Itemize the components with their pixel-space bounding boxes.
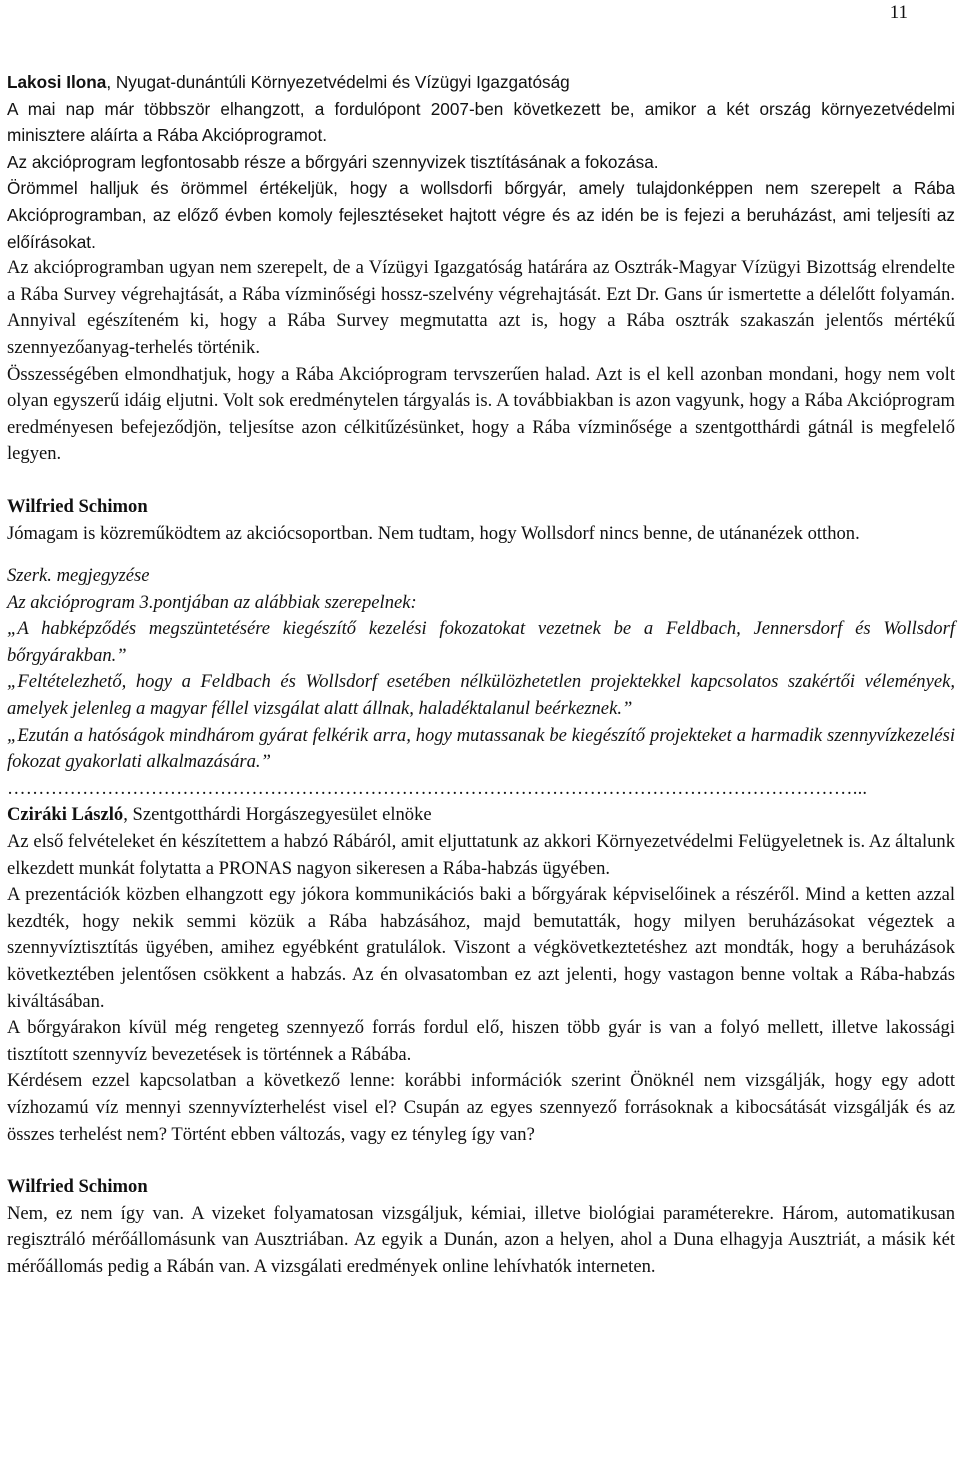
paragraph: Örömmel halljuk és örömmel értékeljük, hogy a wollsdorfi bőrgyár, amely tulajdonképpen nem szerepelt a Rába Akcióprogramban, az előző évben komoly fejlesztéseket hajtott végre és az idén be is fejezi a beruházást, ami teljesíti az előírásokat. <box>7 178 955 252</box>
speaker-name: Wilfried Schimon <box>7 495 148 517</box>
editor-note-quote: „A habképződés megszüntetésére kiegészítő kezelési fokozatokat vezetnek be a Feldbach, Jennersdorf és Wollsdorf bőrgyárakban.” <box>7 618 955 666</box>
speaker-line <box>7 802 955 829</box>
spacer <box>7 547 955 563</box>
section-editor-note <box>7 563 955 802</box>
speaker-name: Lakosi Ilona <box>7 72 107 92</box>
section-schimon-1 <box>7 494 955 547</box>
separator-dots: ………………………………………………………………………………………………………………………... <box>7 777 868 799</box>
section-lakosi <box>7 69 955 468</box>
paragraph: A mai nap már többször elhangzott, a fordulópont 2007-ben következett be, amikor a két ország környezetvédelmi minisztere aláírta a Rába Akcióprogramot. <box>7 98 955 146</box>
paragraph: Kérdésem ezzel kapcsolatban a következő lenne: korábbi információk szerint Önöknél nem vizsgálják, hogy egy adott vízhozamú víz mennyi szennyvízterhelést visel el? Csupán az egyes szennyező forrásoknak a kibocsátását vizsgálják és az összes terhelést nem? Történt ebben változás, vagy ez tényleg így van? <box>7 1070 955 1145</box>
page-number: 11 <box>889 2 908 23</box>
spacer <box>7 1148 955 1174</box>
paragraph: A prezentációk közben elhangzott egy jókora kommunikációs baki a bőrgyárak képviselőinek a részéről. Mind a ketten azzal kezdték, hogy nekik semmi közük a Rába habzásához, majd bemutatták, hogy milyen beruházásokat végeztek a szennyvíztisztítás ügyében, amihez egyébként gratulálok. Viszont a végkövetkeztetéshez azt mondták, hogy a beruházások következtében jelentősen csökkent a habzás. Az én olvasatomban ez azt jelenti, hogy vastagon benne voltak a Rába-habzás kiváltásában. <box>7 884 955 1012</box>
editor-note-quote: „Ezután a hatóságok mindhárom gyárat felkérik arra, hogy mutassanak be kiegészítő projekteket a harmadik szennyvízkezelési fokozat gyakorlati alkalmazására.” <box>7 724 955 773</box>
section-cziraki <box>7 802 955 1148</box>
spacer <box>7 468 955 494</box>
speaker-name: Cziráki László <box>7 804 124 826</box>
document-body <box>7 69 955 1281</box>
speaker-affiliation: , Szentgotthárdi Horgászegyesület elnöke <box>123 804 432 826</box>
paragraph: Nem, ez nem így van. A vizeket folyamatosan vizsgáljuk, kémiai, illetve biológiai paraméterekre. Három, automatikusan regisztráló mérőállomásunk van Ausztriában. Az egyik a Dunán, azon a helyen, ahol a Duna elhagyja Ausztriát, a másik két mérőállomás pedig a Rábán van. A vizsgálati eredmények online lehívhatók interneten. <box>7 1202 955 1277</box>
speaker-name: Wilfried Schimon <box>7 1176 148 1198</box>
editor-note-intro: Az akcióprogram 3.pontjában az alábbiak szerepelnek: <box>7 591 417 613</box>
paragraph: Jómagam is közreműködtem az akciócsoportban. Nem tudtam, hogy Wollsdorf nincs benne, de utánanézek otthon. <box>7 522 860 544</box>
paragraph: Az akcióprogramban ugyan nem szerepelt, de a Vízügyi Igazgatóság határára az Osztrák-Magyar Vízügyi Bizottság elrendelte a Rába Survey végrehajtását, a Rába vízminőségi hossz-szelvény végrehajtását. Ezt Dr. Gans úr ismertette a délelőtt folyamán. Annyival egészíteném ki, hogy a Rába Survey megmutatta azt is, hogy a Rába osztrák szakaszán jelentős mértékű szennyezőanyag-terhelés történik. <box>7 257 955 358</box>
speaker-affiliation: , Nyugat-dunántúli Környezetvédelmi és Vízügyi Igazgatóság <box>106 72 570 92</box>
editor-note-heading: Szerk. megjegyzése <box>7 565 150 587</box>
section-schimon-2 <box>7 1174 955 1280</box>
paragraph: Az első felvételeket én készítettem a habzó Rábáról, amit eljuttatunk az akkori Környezetvédelmi Felügyeletnek is. Az általunk elkezdett munkát folytatta a PRONAS nagyon sikeresen a Rába-habzás ügyében. <box>7 831 955 879</box>
paragraph: Összességében elmondhatjuk, hogy a Rába Akcióprogram tervszerűen halad. Azt is el kell azonban mondani, hogy nem volt olyan egyszerű idáig eljutni. Volt sok eredménytelen tárgyalás is. A továbbiakban is azon vagyunk, hogy a Rába Akcióprogram eredményesen befejeződjön, teljesítse azon célkitűzésünket, hogy a Rába vízminősége a szentgotthárdi gátnál is megfelelő legyen. <box>7 363 955 465</box>
editor-note-quote: „Feltételezhető, hogy a Feldbach és Wollsdorf esetében nélkülözhetetlen projektekkel kapcsolatos szakértői vélemények, amelyek jelenleg a magyar féllel vizsgálat alatt állnak, haladéktalanul beérkeznek.” <box>7 671 955 720</box>
paragraph: Az akcióprogram legfontosabb része a bőrgyári szennyvizek tisztításának a fokozása. <box>7 151 659 172</box>
paragraph: A bőrgyárakon kívül még rengeteg szennyező forrás fordul elő, hiszen több gyár is van a folyó mellett, illetve lakossági tisztított szennyvíz bevezetések is történnek a Rábába. <box>7 1017 955 1065</box>
speaker-line <box>7 69 955 96</box>
